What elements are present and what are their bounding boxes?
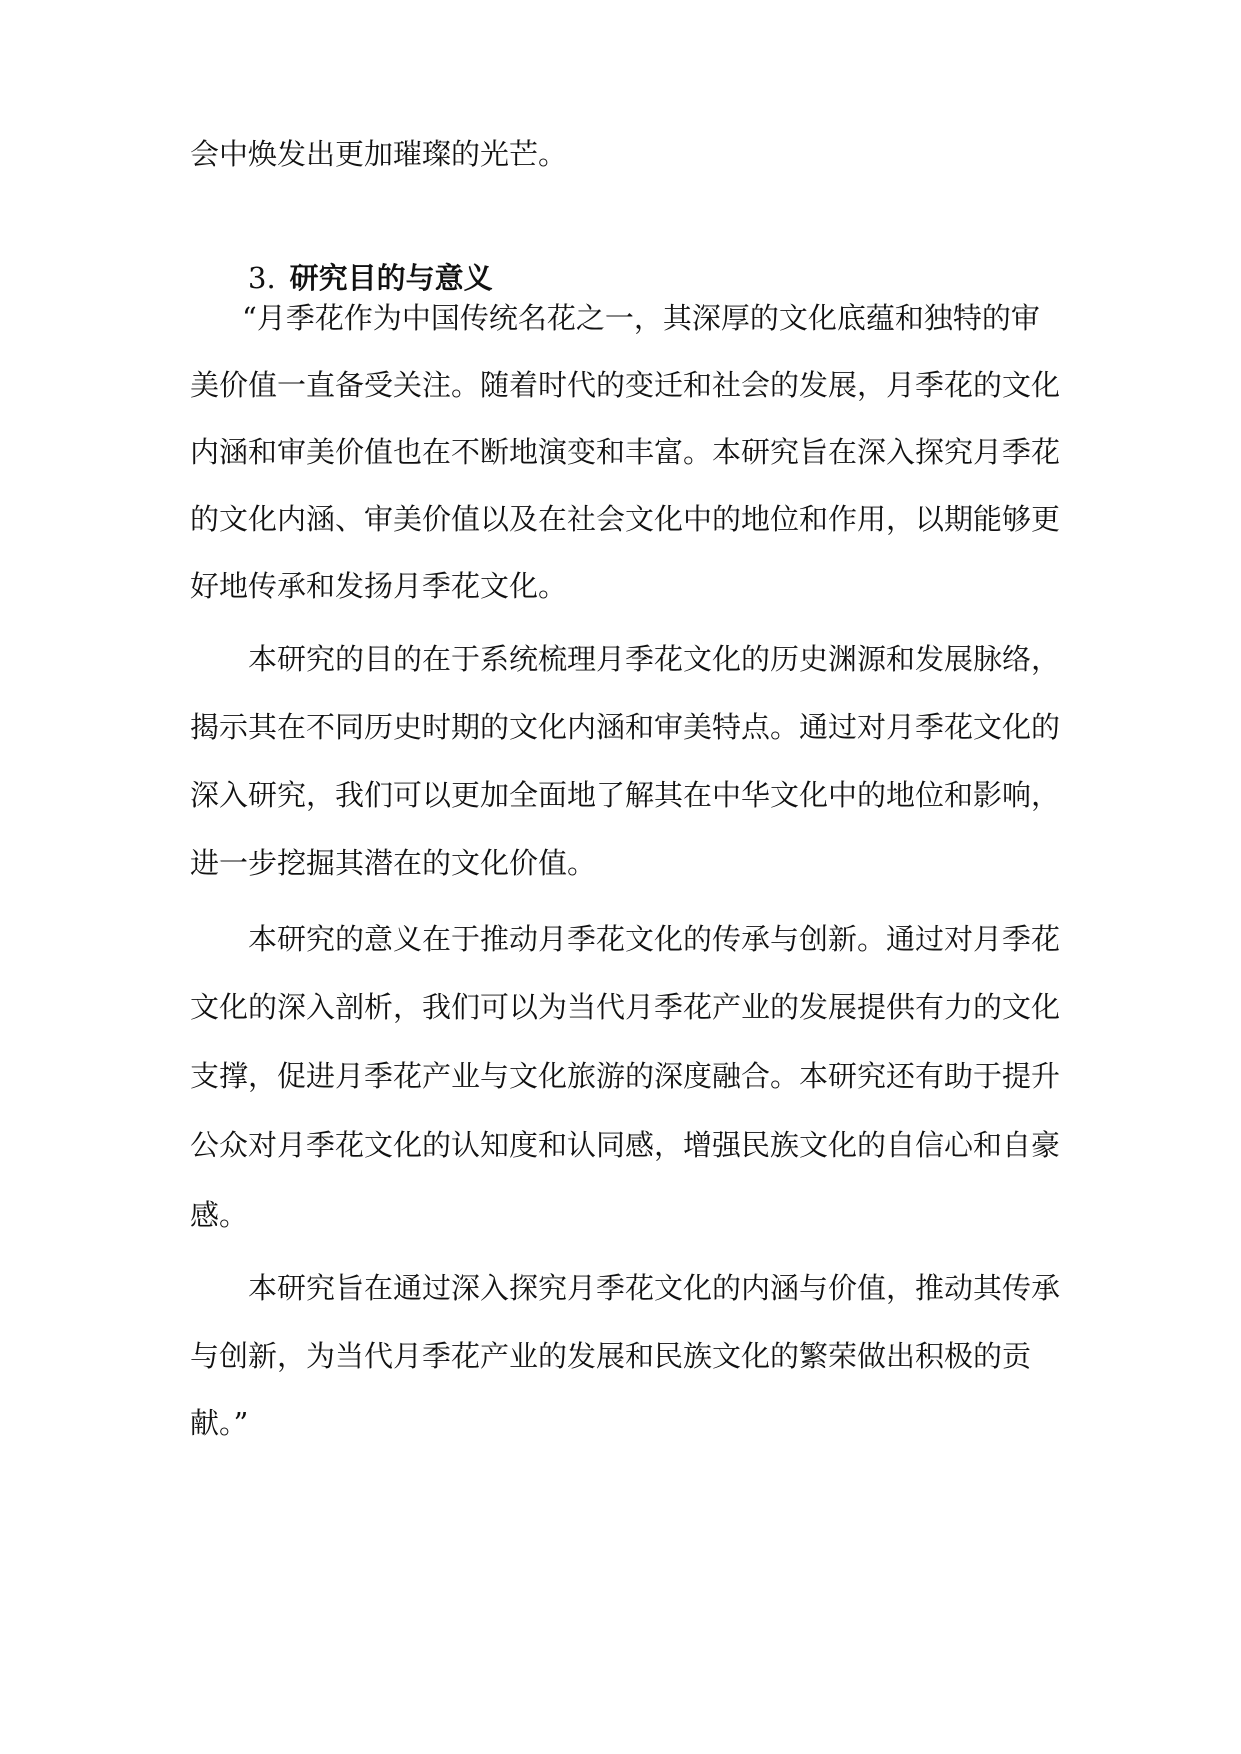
paragraph-line: 献。”: [190, 1406, 249, 1440]
continuation-line: 会中焕发出更加璀璨的光芒。: [190, 137, 568, 171]
paragraph-line: 公众对月季花文化的认知度和认同感，增强民族文化的自信心和自豪: [190, 1128, 1061, 1162]
paragraph-line: 深入研究，我们可以更加全面地了解其在中华文化中的地位和影响，: [190, 778, 1061, 812]
paragraph-line: 进一步挖掘其潜在的文化价值。: [190, 846, 597, 880]
paragraph-line: “月季花作为中国传统名花之一，其深厚的文化底蕴和独特的审: [242, 301, 1040, 335]
paragraph-line: 内涵和审美价值也在不断地演变和丰富。本研究旨在深入探究月季花: [190, 435, 1061, 469]
section-number: 3.: [248, 261, 276, 295]
paragraph-line: 好地传承和发扬月季花文化。: [190, 569, 568, 603]
section-title: 研究目的与意义: [289, 261, 493, 295]
paragraph-line: 与创新，为当代月季花产业的发展和民族文化的繁荣做出积极的贡: [190, 1339, 1032, 1373]
paragraph-line: 的文化内涵、审美价值以及在社会文化中的地位和作用，以期能够更: [190, 502, 1061, 536]
paragraph-line: 本研究的意义在于推动月季花文化的传承与创新。通过对月季花: [248, 922, 1061, 956]
paragraph-line: 揭示其在不同历史时期的文化内涵和审美特点。通过对月季花文化的: [190, 710, 1061, 744]
paragraph-line: 感。: [190, 1198, 249, 1232]
paragraph-line: 本研究旨在通过深入探究月季花文化的内涵与价值，推动其传承: [248, 1271, 1061, 1305]
paragraph-line: 本研究的目的在于系统梳理月季花文化的历史渊源和发展脉络，: [248, 642, 1061, 676]
paragraph-line: 文化的深入剖析，我们可以为当代月季花产业的发展提供有力的文化: [190, 990, 1061, 1024]
section-heading: [248, 258, 493, 298]
paragraph-line: 支撑，促进月季花产业与文化旅游的深度融合。本研究还有助于提升: [190, 1059, 1061, 1093]
paragraph-line: 美价值一直备受关注。随着时代的变迁和社会的发展，月季花的文化: [190, 368, 1061, 402]
